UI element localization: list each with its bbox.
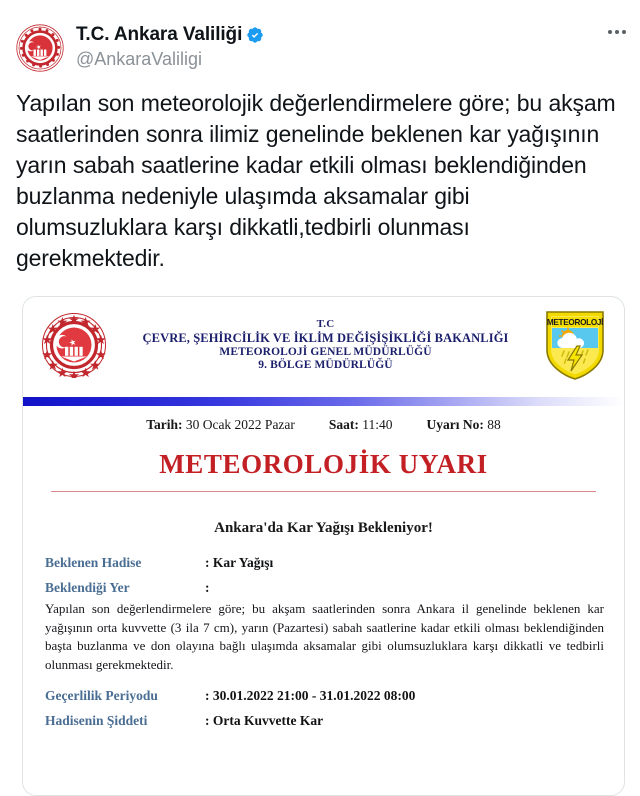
display-name: T.C. Ankara Valiliği bbox=[76, 24, 243, 45]
more-dot bbox=[608, 30, 612, 34]
more-options-icon[interactable] bbox=[608, 30, 626, 34]
field-row-event bbox=[45, 555, 606, 571]
document-body-paragraph: Yapılan son değerlendirmelere göre; bu akşam saatlerinden sonra Ankara il genelinde beklenen kar yağışının orta kuvvette (3 ila 7 cm), yarın (Pazartesi) sabah saatlerine kadar etkili olması beklendiğinden başta buzlanma ve don olayına bağlı ulaşımda aksamalar gibi olumsuzluklara karşı dikkatli ve tedbirli olunması gerekmektedir. bbox=[45, 601, 604, 672]
meta-date-value: 30 Ocak 2022 Pazar bbox=[185, 417, 295, 433]
avatar[interactable] bbox=[16, 24, 64, 72]
verified-badge-icon bbox=[246, 26, 264, 44]
ministry-seal-icon bbox=[41, 312, 107, 378]
tweet-text: Yapılan son meteorolojik değerlendirmelere göre; bu akşam saatlerinden sonra ilimiz genelinde beklenen kar yağışının yarın sabah saatlerine kadar etkili olması beklendiğinden buzlanma nedeniyle ulaşımda aksamalar gibi olumsuzluklara karşı dikkatli,tedbirli olunması gerekmektedir. bbox=[16, 90, 616, 272]
document-fields-bottom bbox=[23, 688, 624, 729]
document-header bbox=[23, 297, 624, 387]
svg-text:METEOROLOJİ: METEOROLOJİ bbox=[546, 318, 604, 328]
meta-time-label: Saat: bbox=[328, 417, 359, 433]
more-dot bbox=[615, 30, 619, 34]
field-row-severity bbox=[45, 713, 606, 729]
ministry-title-block bbox=[107, 318, 544, 372]
document-title: METEOROLOJİK UYARI bbox=[159, 449, 488, 480]
more-dot bbox=[622, 30, 626, 34]
turkish-ministry-seal-avatar-icon bbox=[16, 24, 64, 72]
meta-warning-no bbox=[427, 417, 501, 433]
embedded-document-card[interactable] bbox=[22, 296, 625, 796]
document-subtitle: Ankara'da Kar Yağışı Bekleniyor! bbox=[214, 520, 433, 537]
meta-warning-no-value: 88 bbox=[487, 417, 501, 433]
ministry-line-1: T.C bbox=[316, 318, 335, 331]
field-value-period: : 30.01.2022 21:00 - 31.01.2022 08:00 bbox=[205, 688, 416, 704]
ministry-line-4: 9. BÖLGE MÜDÜRLÜĞÜ bbox=[258, 358, 393, 371]
field-row-place bbox=[45, 580, 606, 596]
meta-date-label: Tarih: bbox=[146, 417, 183, 433]
meta-date bbox=[146, 417, 295, 433]
account-names bbox=[76, 24, 264, 70]
ministry-line-3: METEOROLOJİ GENEL MÜDÜRLÜĞÜ bbox=[219, 345, 432, 358]
document-fields bbox=[23, 555, 624, 596]
meteoroloji-shield-icon bbox=[544, 309, 606, 381]
display-name-row[interactable] bbox=[76, 25, 264, 46]
field-label-period: Geçerlilik Periyodu bbox=[45, 688, 158, 704]
field-value-severity: : Orta Kuvvette Kar bbox=[205, 713, 324, 729]
field-value-event: : Kar Yağışı bbox=[205, 555, 274, 571]
document-meta-line bbox=[23, 406, 624, 433]
title-underline-rule bbox=[51, 491, 596, 492]
field-label-event: Beklenen Hadise bbox=[45, 555, 142, 571]
field-row-period bbox=[45, 688, 606, 704]
meta-time bbox=[329, 417, 393, 433]
field-value-place: : bbox=[205, 580, 210, 596]
meta-warning-no-label: Uyarı No: bbox=[426, 417, 484, 433]
account-handle: @AnkaraValiligi bbox=[76, 48, 202, 69]
ministry-line-2: ÇEVRE, ŞEHİRCİLİK VE İKLİM DEĞİŞİŞİKLİĞİ BAKANLIĞI bbox=[142, 331, 509, 346]
tweet-header bbox=[0, 0, 640, 72]
meta-time-value: 11:40 bbox=[362, 417, 393, 433]
field-label-place: Beklendiği Yer bbox=[45, 580, 130, 596]
gradient-separator-bar bbox=[23, 397, 624, 406]
field-label-severity: Hadisenin Şiddeti bbox=[45, 713, 148, 729]
